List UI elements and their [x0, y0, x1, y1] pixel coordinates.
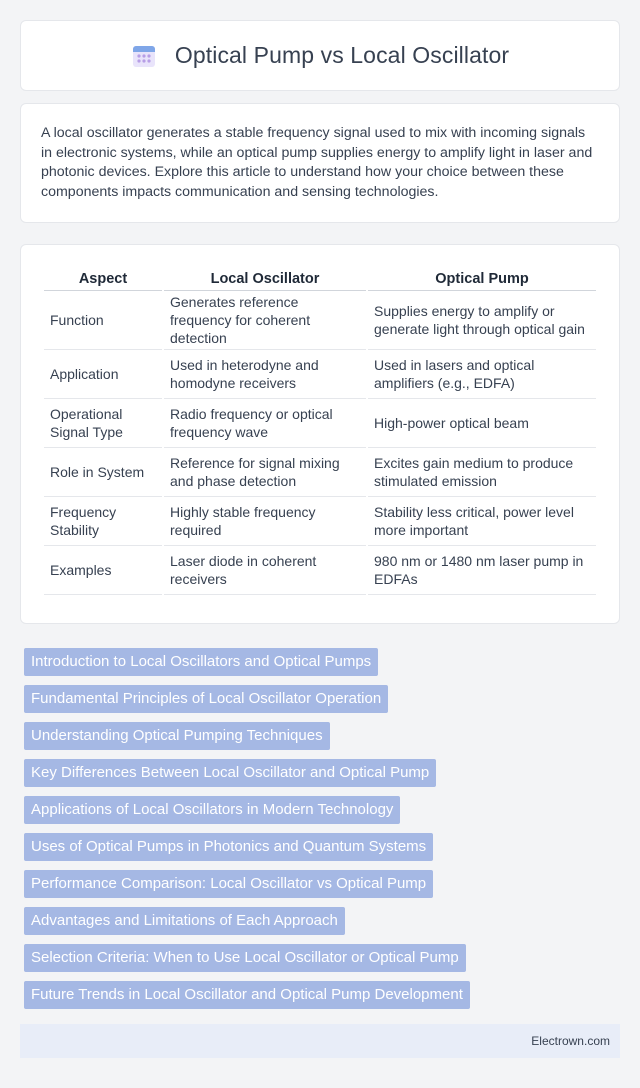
table-header-row [44, 265, 596, 291]
table-row [44, 448, 596, 497]
toc-link-performance-comparison[interactable]: Performance Comparison: Local Oscillator vs Optical Pump [24, 870, 433, 898]
cell-local-oscillator: Generates reference frequency for coherent detection [164, 291, 366, 350]
toc-link-introduction[interactable]: Introduction to Local Oscillators and Optical Pumps [24, 648, 378, 676]
toc-link-uses-optical-pumps[interactable]: Uses of Optical Pumps in Photonics and Quantum Systems [24, 833, 433, 861]
cell-optical-pump: Supplies energy to amplify or generate light through optical gain [368, 291, 596, 350]
header-optical-pump: Optical Pump [368, 265, 596, 291]
toc-link-key-differences[interactable]: Key Differences Between Local Oscillator and Optical Pump [24, 759, 436, 787]
cell-optical-pump: Excites gain medium to produce stimulated emission [368, 448, 596, 497]
cell-local-oscillator: Highly stable frequency required [164, 497, 366, 546]
footer [20, 1024, 620, 1058]
calendar-grid-icon [131, 43, 157, 69]
title-card [20, 20, 620, 91]
table-row [44, 399, 596, 448]
comparison-table [42, 265, 598, 595]
cell-optical-pump: 980 nm or 1480 nm laser pump in EDFAs [368, 546, 596, 595]
title-wrap [131, 42, 509, 69]
table-row [44, 546, 596, 595]
cell-aspect: Role in System [44, 448, 162, 497]
footer-site-name: Electrown.com [531, 1034, 610, 1048]
toc-link-selection-criteria[interactable]: Selection Criteria: When to Use Local Oscillator or Optical Pump [24, 944, 466, 972]
header-local-oscillator: Local Oscillator [164, 265, 366, 291]
cell-aspect: Frequency Stability [44, 497, 162, 546]
toc-link-optical-pumping-techniques[interactable]: Understanding Optical Pumping Techniques [24, 722, 330, 750]
cell-aspect: Function [44, 291, 162, 350]
toc-link-fundamental-principles[interactable]: Fundamental Principles of Local Oscillator Operation [24, 685, 388, 713]
cell-optical-pump: High-power optical beam [368, 399, 596, 448]
table-row [44, 497, 596, 546]
table-row [44, 350, 596, 399]
cell-aspect: Examples [44, 546, 162, 595]
toc-link-advantages-limitations[interactable]: Advantages and Limitations of Each Approach [24, 907, 345, 935]
toc-link-future-trends[interactable]: Future Trends in Local Oscillator and Optical Pump Development [24, 981, 470, 1009]
page-title: Optical Pump vs Local Oscillator [174, 42, 510, 68]
intro-card [20, 103, 620, 223]
cell-local-oscillator: Used in heterodyne and homodyne receivers [164, 350, 366, 399]
header-aspect: Aspect [44, 265, 162, 291]
table-of-contents [24, 648, 624, 1018]
cell-local-oscillator: Laser diode in coherent receivers [164, 546, 366, 595]
cell-aspect: Operational Signal Type [44, 399, 162, 448]
cell-local-oscillator: Reference for signal mixing and phase detection [164, 448, 366, 497]
comparison-table-card [20, 244, 620, 624]
toc-link-applications[interactable]: Applications of Local Oscillators in Modern Technology [24, 796, 400, 824]
cell-optical-pump: Used in lasers and optical amplifiers (e.g., EDFA) [368, 350, 596, 399]
cell-local-oscillator: Radio frequency or optical frequency wave [164, 399, 366, 448]
table-row [44, 291, 596, 350]
intro-paragraph: A local oscillator generates a stable frequency signal used to mix with incoming signals in electronic systems, while an optical pump supplies energy to amplify light in laser and photonic devices. Explore this article to understand how your choice between these components impacts communication and sensing technologies. [41, 125, 593, 201]
cell-aspect: Application [44, 350, 162, 399]
cell-optical-pump: Stability less critical, power level more important [368, 497, 596, 546]
